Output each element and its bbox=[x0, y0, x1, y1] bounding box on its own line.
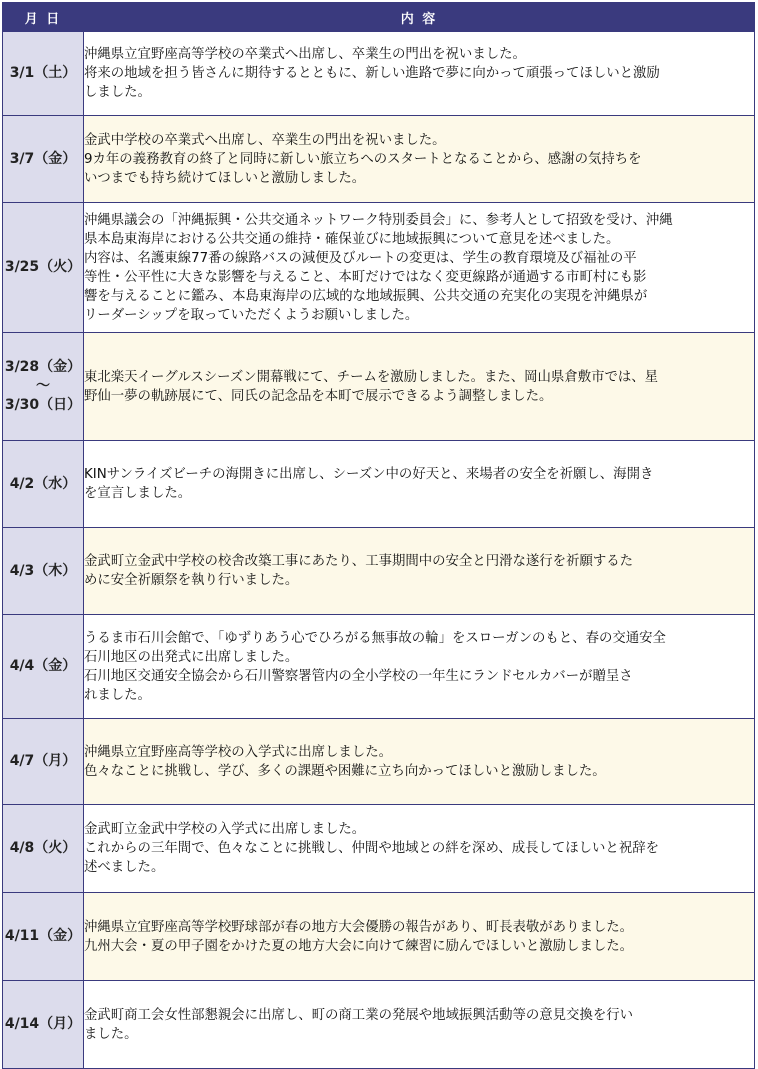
content-line: 等性・公平性に大きな影響を与えること、本町だけではなく変更線路が通過する市町村にも影 bbox=[84, 269, 647, 285]
row-date bbox=[3, 333, 84, 441]
content-line: KINサンライズビーチの海開きに出席し、シーズン中の好天と、来場者の安全を祈願し、海開き bbox=[84, 467, 654, 482]
row-content bbox=[84, 441, 755, 528]
table-row bbox=[3, 528, 755, 615]
table-row bbox=[3, 805, 755, 893]
content-line: 九州大会・夏の甲子園をかけた夏の地方大会に向けて練習に励んでほしいと激励しました。 bbox=[84, 938, 634, 954]
date-text: 3/30（日） bbox=[4, 397, 82, 413]
content-line: うるま市石川会館で、「ゆずりあう心でひろがる無事故の輪」をスローガンのもと、春の交通安全 bbox=[84, 630, 666, 646]
date-text: 4/7（月） bbox=[9, 753, 77, 769]
date-text: 4/14（月） bbox=[4, 1016, 82, 1032]
date-text: 3/1（土） bbox=[9, 65, 77, 81]
table-row bbox=[3, 441, 755, 528]
content-line: 沖縄県立宜野座高等学校の卒業式へ出席し、卒業生の門出を祝いました。 bbox=[84, 47, 526, 62]
date-text: 4/3（木） bbox=[9, 562, 77, 579]
content-line: 石川地区交通安全協会から石川警察署管内の全小学校の一年生にランドセルカバーが贈呈さ bbox=[84, 668, 633, 684]
row-content bbox=[84, 615, 755, 719]
row-date bbox=[3, 615, 84, 719]
content-line: 金武町立金武中学校の校舎改築工事にあたり、工事期間中の安全と円滑な遂行を祈願するた bbox=[84, 554, 634, 569]
row-content bbox=[84, 32, 755, 116]
content-line: れました。 bbox=[84, 687, 151, 703]
row-content bbox=[84, 116, 755, 203]
date-text: 3/28（金） bbox=[4, 359, 82, 375]
table-row bbox=[3, 116, 755, 203]
row-content bbox=[84, 528, 755, 615]
row-content bbox=[84, 893, 755, 981]
content-line: 色々なことに挑戦し、学び、多くの課題や困難に立ち向かってほしいと激励しました。 bbox=[84, 763, 606, 779]
table-row bbox=[3, 981, 755, 1069]
content-line: 響を与えることに鑑み、本島東海岸の広域的な地域振興、公共交通の充実化の実現を沖縄県が bbox=[84, 288, 648, 304]
row-date bbox=[3, 719, 84, 805]
content-line: 沖縄県議会の「沖縄振興・公共交通ネットワーク特別委員会」に、参考人として招致を受け、沖縄 bbox=[84, 212, 673, 228]
row-date bbox=[3, 981, 84, 1069]
content-line: 述べました。 bbox=[84, 860, 165, 875]
content-line: これからの三年間で、色々なことに挑戦し、仲間や地域との絆を深め、成長してほしいと祝辞を bbox=[84, 841, 659, 856]
date-text: ～ bbox=[36, 378, 50, 394]
header-row bbox=[3, 3, 755, 32]
table-row bbox=[3, 32, 755, 116]
content-line: 金武町立金武中学校の入学式に出席しました。 bbox=[84, 822, 366, 837]
content-line: を宣言しました。 bbox=[84, 486, 192, 501]
schedule-table bbox=[2, 2, 755, 1069]
content-line: めに安全祈願祭を執り行いました。 bbox=[84, 573, 299, 588]
date-column-header: 月 日 bbox=[3, 3, 84, 32]
date-text: 4/4（金） bbox=[9, 658, 77, 674]
date-text: 3/7（金） bbox=[9, 150, 77, 167]
content-line: しました。 bbox=[84, 85, 151, 100]
row-content bbox=[84, 805, 755, 893]
content-line: 9カ年の義務教育の終了と同時に新しい旅立ちへのスタートとなることから、感謝の気持ちを bbox=[84, 151, 642, 167]
content-line: 東北楽天イーグルスシーズン開幕戦にて、チームを激励しました。また、岡山県倉敷市では、星 bbox=[84, 369, 659, 385]
row-date bbox=[3, 893, 84, 981]
row-date bbox=[3, 32, 84, 116]
content-column-header: 内 容 bbox=[84, 3, 755, 32]
row-date bbox=[3, 203, 84, 333]
content-line: 金武町商工会女性部懇親会に出席し、町の商工業の発展や地域振興活動等の意見交換を行い bbox=[84, 1007, 634, 1023]
content-line: 野仙一夢の軌跡展にて、同氏の記念品を本町で展示できるよう調整しました。 bbox=[84, 388, 553, 404]
row-content bbox=[84, 333, 755, 441]
date-text: 3/25（火） bbox=[4, 259, 82, 275]
content-line: 内容は、名護東線77番の線路バスの減便及びルートの変更は、学生の教育環境及び福祉の平 bbox=[84, 250, 637, 266]
row-date bbox=[3, 805, 84, 893]
table-row bbox=[3, 333, 755, 441]
table-row bbox=[3, 719, 755, 805]
date-text: 4/11（金） bbox=[4, 928, 82, 944]
content-line: リーダーシップを取っていただくようお願いしました。 bbox=[84, 307, 419, 323]
row-content bbox=[84, 981, 755, 1069]
content-line: 金武中学校の卒業式へ出席し、卒業生の門出を祝いました。 bbox=[84, 132, 446, 148]
content-line: 将来の地域を担う皆さんに期待するとともに、新しい進路で夢に向かって頑張ってほしいと激励 bbox=[84, 66, 660, 81]
table-row bbox=[3, 615, 755, 719]
content-line: 県本島東海岸における公共交通の維持・確保並びに地域振興について意見を述べました。 bbox=[84, 231, 620, 247]
row-content bbox=[84, 719, 755, 805]
content-line: 沖縄県立宜野座高等学校の入学式に出席しました。 bbox=[84, 744, 392, 760]
content-line: いつまでも持ち続けてほしいと激励しました。 bbox=[84, 170, 366, 186]
date-text: 4/2（水） bbox=[9, 475, 77, 492]
row-date bbox=[3, 116, 84, 203]
table-row bbox=[3, 203, 755, 333]
table-row bbox=[3, 893, 755, 981]
row-date bbox=[3, 528, 84, 615]
date-text: 4/8（火） bbox=[9, 840, 77, 856]
content-line: ました。 bbox=[84, 1026, 138, 1042]
row-date bbox=[3, 441, 84, 528]
content-line: 石川地区の出発式に出席しました。 bbox=[84, 649, 299, 665]
row-content bbox=[84, 203, 755, 333]
content-line: 沖縄県立宜野座高等学校野球部が春の地方大会優勝の報告があり、町長表敬がありました。 bbox=[84, 919, 634, 935]
